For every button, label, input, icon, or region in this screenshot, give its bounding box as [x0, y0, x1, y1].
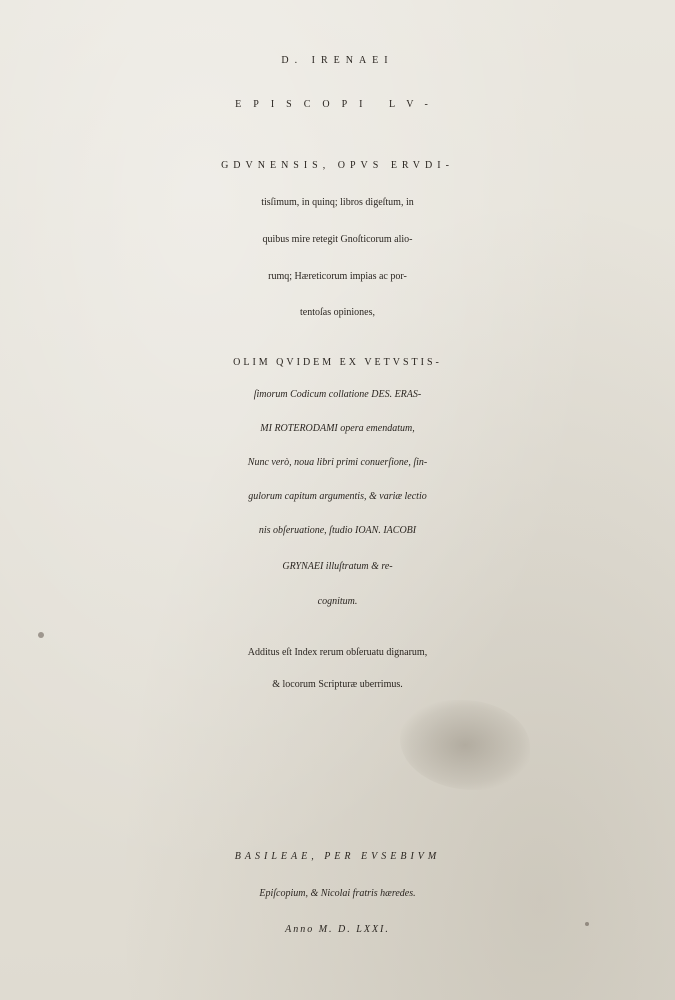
title-line-2: GDVNENSIS, OPVS ERVDI-: [221, 160, 454, 171]
edition-line: MI ROTERODAMI opera emendatum,: [260, 423, 415, 434]
body-line: rumq; Hæreticorum impias ac por-: [268, 271, 407, 282]
index-line: Additus eſt Index rerum obſeruatu dignarum,: [247, 647, 428, 658]
body-line: tisſimum, in quinq; libros digeſtum, in: [261, 197, 414, 208]
edition-line: OLIM QVIDEM EX VETVSTIS-: [233, 357, 442, 368]
author-line: D. IRENAEI: [281, 55, 394, 66]
index-line: & locorum Scripturæ uberrimus.: [272, 679, 403, 690]
imprint-line: Anno M. D. LXXI.: [285, 924, 390, 935]
paper-stain: [400, 700, 530, 790]
edition-line: cognitum.: [317, 596, 358, 607]
edition-line: nis obſeruatione, ſtudio IOAN. IACOBI: [258, 525, 417, 536]
edition-line: ſimorum Codicum collatione DES. ERAS-: [253, 389, 422, 400]
ink-spot: [38, 632, 44, 638]
imprint-line: Epiſcopium, & Nicolai fratris hæredes.: [259, 888, 416, 899]
body-line: tentoſas opiniones,: [300, 307, 375, 318]
edition-line: GRYNAEI illuſtratum & re-: [282, 561, 393, 572]
imprint-line: BASILEAE, PER EVSEBIVM: [234, 851, 441, 862]
edition-line: Nunc verò, noua libri primi conuerſione, ſin-: [247, 457, 428, 468]
title-line-1: EPISCOPI LV-: [235, 99, 440, 110]
body-line: quibus mire retegit Gnoſticorum alio-: [262, 234, 413, 245]
edition-line: gulorum capitum argumentis, & variæ lectio: [248, 491, 427, 502]
